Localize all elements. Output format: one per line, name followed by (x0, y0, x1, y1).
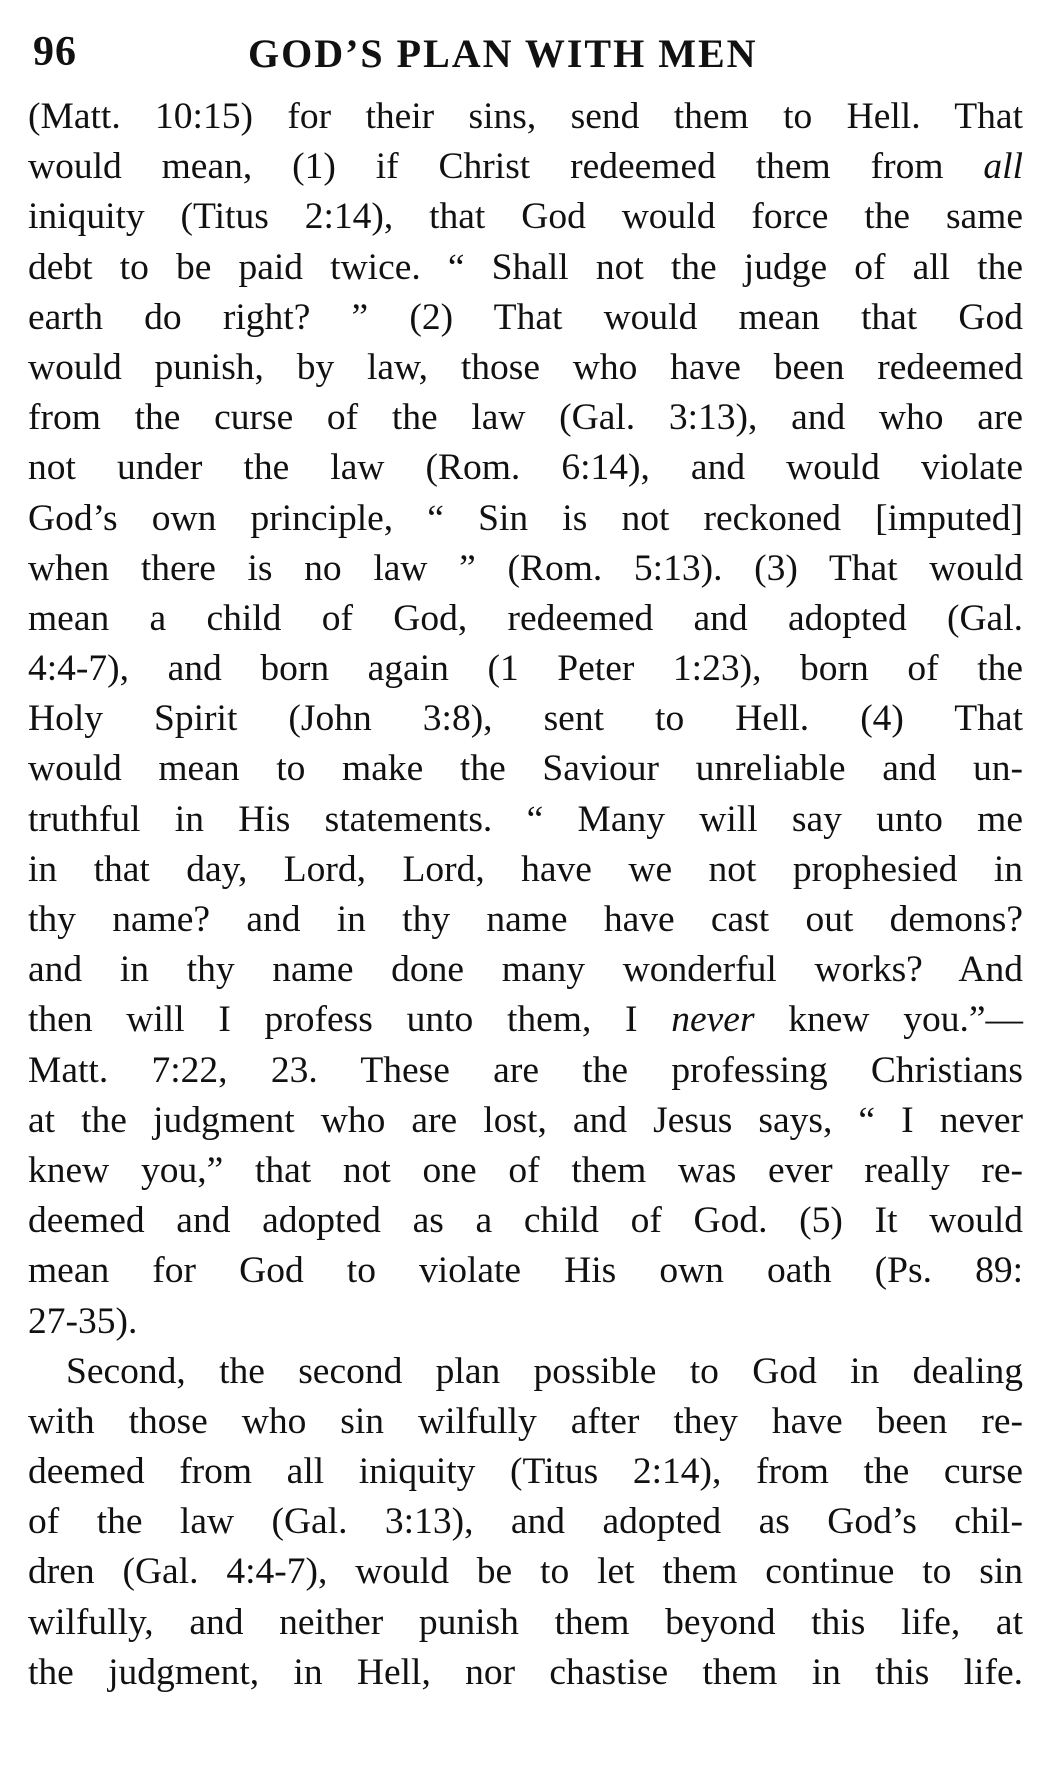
text-segment: mean a child of God, redeemed and adopted (Gal. (28, 597, 1023, 639)
text-line (28, 744, 1023, 794)
text-segment: then will I profess unto them, I (28, 999, 672, 1041)
text-segment: not under the law (Rom. 6:14), and would violate (28, 447, 1023, 489)
text-line (28, 895, 1023, 945)
text-line (28, 1497, 1023, 1547)
italic-text: never (671, 999, 755, 1041)
text-line (28, 92, 1023, 142)
text-segment: knew you.”— (754, 999, 1023, 1041)
text-line (28, 995, 1023, 1045)
text-segment: mean for God to violate His own oath (Ps. 89: (28, 1250, 1023, 1292)
text-line (28, 1046, 1023, 1096)
text-line (28, 142, 1023, 192)
text-segment: God’s own principle, “ Sin is not reckoned [imputed] (28, 497, 1023, 539)
text-line (28, 393, 1023, 443)
text-line (28, 243, 1023, 293)
text-segment: from the curse of the law (Gal. 3:13), and who are (28, 397, 1023, 439)
text-line (28, 594, 1023, 644)
text-segment: would punish, by law, those who have been redeemed (28, 346, 1023, 388)
text-segment: earth do right? ” (2) That would mean that God (28, 296, 1023, 338)
text-segment: knew you,” that not one of them was ever really re- (28, 1149, 1023, 1191)
text-segment: Second, the second plan possible to God in dealing (66, 1350, 1023, 1392)
text-line (28, 1297, 1023, 1347)
text-line (28, 845, 1023, 895)
text-segment: when there is no law ” (Rom. 5:13). (3) That would (28, 547, 1023, 589)
text-segment: at the judgment who are lost, and Jesus says, “ I never (28, 1099, 1023, 1141)
text-line (28, 1547, 1023, 1597)
text-line (28, 443, 1023, 493)
page-header (28, 22, 1023, 82)
text-segment: deemed and adopted as a child of God. (5) It would (28, 1200, 1023, 1242)
text-line (28, 1146, 1023, 1196)
text-line (28, 1096, 1023, 1146)
text-line (28, 1397, 1023, 1447)
text-segment: with those who sin wilfully after they have been re- (28, 1400, 1023, 1442)
book-page (28, 22, 1023, 1698)
text-segment: the judgment, in Hell, nor chastise them in this life. (28, 1651, 1023, 1693)
text-segment: dren (Gal. 4:4-7), would be to let them continue to sin (28, 1551, 1023, 1593)
text-segment: Holy Spirit (John 3:8), sent to Hell. (4) That (28, 698, 1023, 740)
text-line (28, 494, 1023, 544)
text-line (28, 694, 1023, 744)
page-number: 96 (33, 29, 77, 75)
text-line (28, 192, 1023, 242)
text-line (28, 1347, 1023, 1397)
text-line (28, 1246, 1023, 1296)
italic-text: all (983, 146, 1023, 188)
text-segment: and in thy name done many wonderful works? And (28, 949, 1023, 991)
running-head: GOD’S PLAN WITH MEN (248, 31, 758, 76)
text-line (28, 293, 1023, 343)
text-line (28, 795, 1023, 845)
text-segment: in that day, Lord, Lord, have we not prophesied in (28, 848, 1023, 890)
text-line (28, 644, 1023, 694)
text-segment: would mean, (1) if Christ redeemed them from (28, 146, 984, 188)
text-segment: iniquity (Titus 2:14), that God would force the same (28, 196, 1023, 238)
text-segment: (Matt. 10:15) for their sins, send them to Hell. That (28, 96, 1023, 137)
text-segment: would mean to make the Saviour unreliable and un- (28, 748, 1023, 790)
text-segment: thy name? and in thy name have cast out demons? (28, 899, 1023, 940)
text-line (28, 945, 1023, 995)
text-segment: Matt. 7:22, 23. These are the professing Christians (28, 1049, 1023, 1091)
body-text (28, 92, 1023, 1698)
text-line (28, 1648, 1023, 1698)
text-segment: wilfully, and neither punish them beyond this life, at (28, 1601, 1023, 1643)
text-line (28, 1598, 1023, 1648)
text-line (28, 343, 1023, 393)
text-segment: debt to be paid twice. “ Shall not the judge of all the (28, 246, 1023, 288)
text-segment: of the law (Gal. 3:13), and adopted as God’s chil- (28, 1501, 1023, 1543)
text-line (28, 1196, 1023, 1246)
text-line (28, 544, 1023, 594)
text-segment: 4:4-7), and born again (1 Peter 1:23), born of the (28, 648, 1023, 690)
text-segment: truthful in His statements. “ Many will say unto me (28, 798, 1023, 840)
text-segment: deemed from all iniquity (Titus 2:14), from the curse (28, 1451, 1023, 1493)
text-line (28, 1447, 1023, 1497)
text-segment: 27-35). (28, 1300, 138, 1342)
